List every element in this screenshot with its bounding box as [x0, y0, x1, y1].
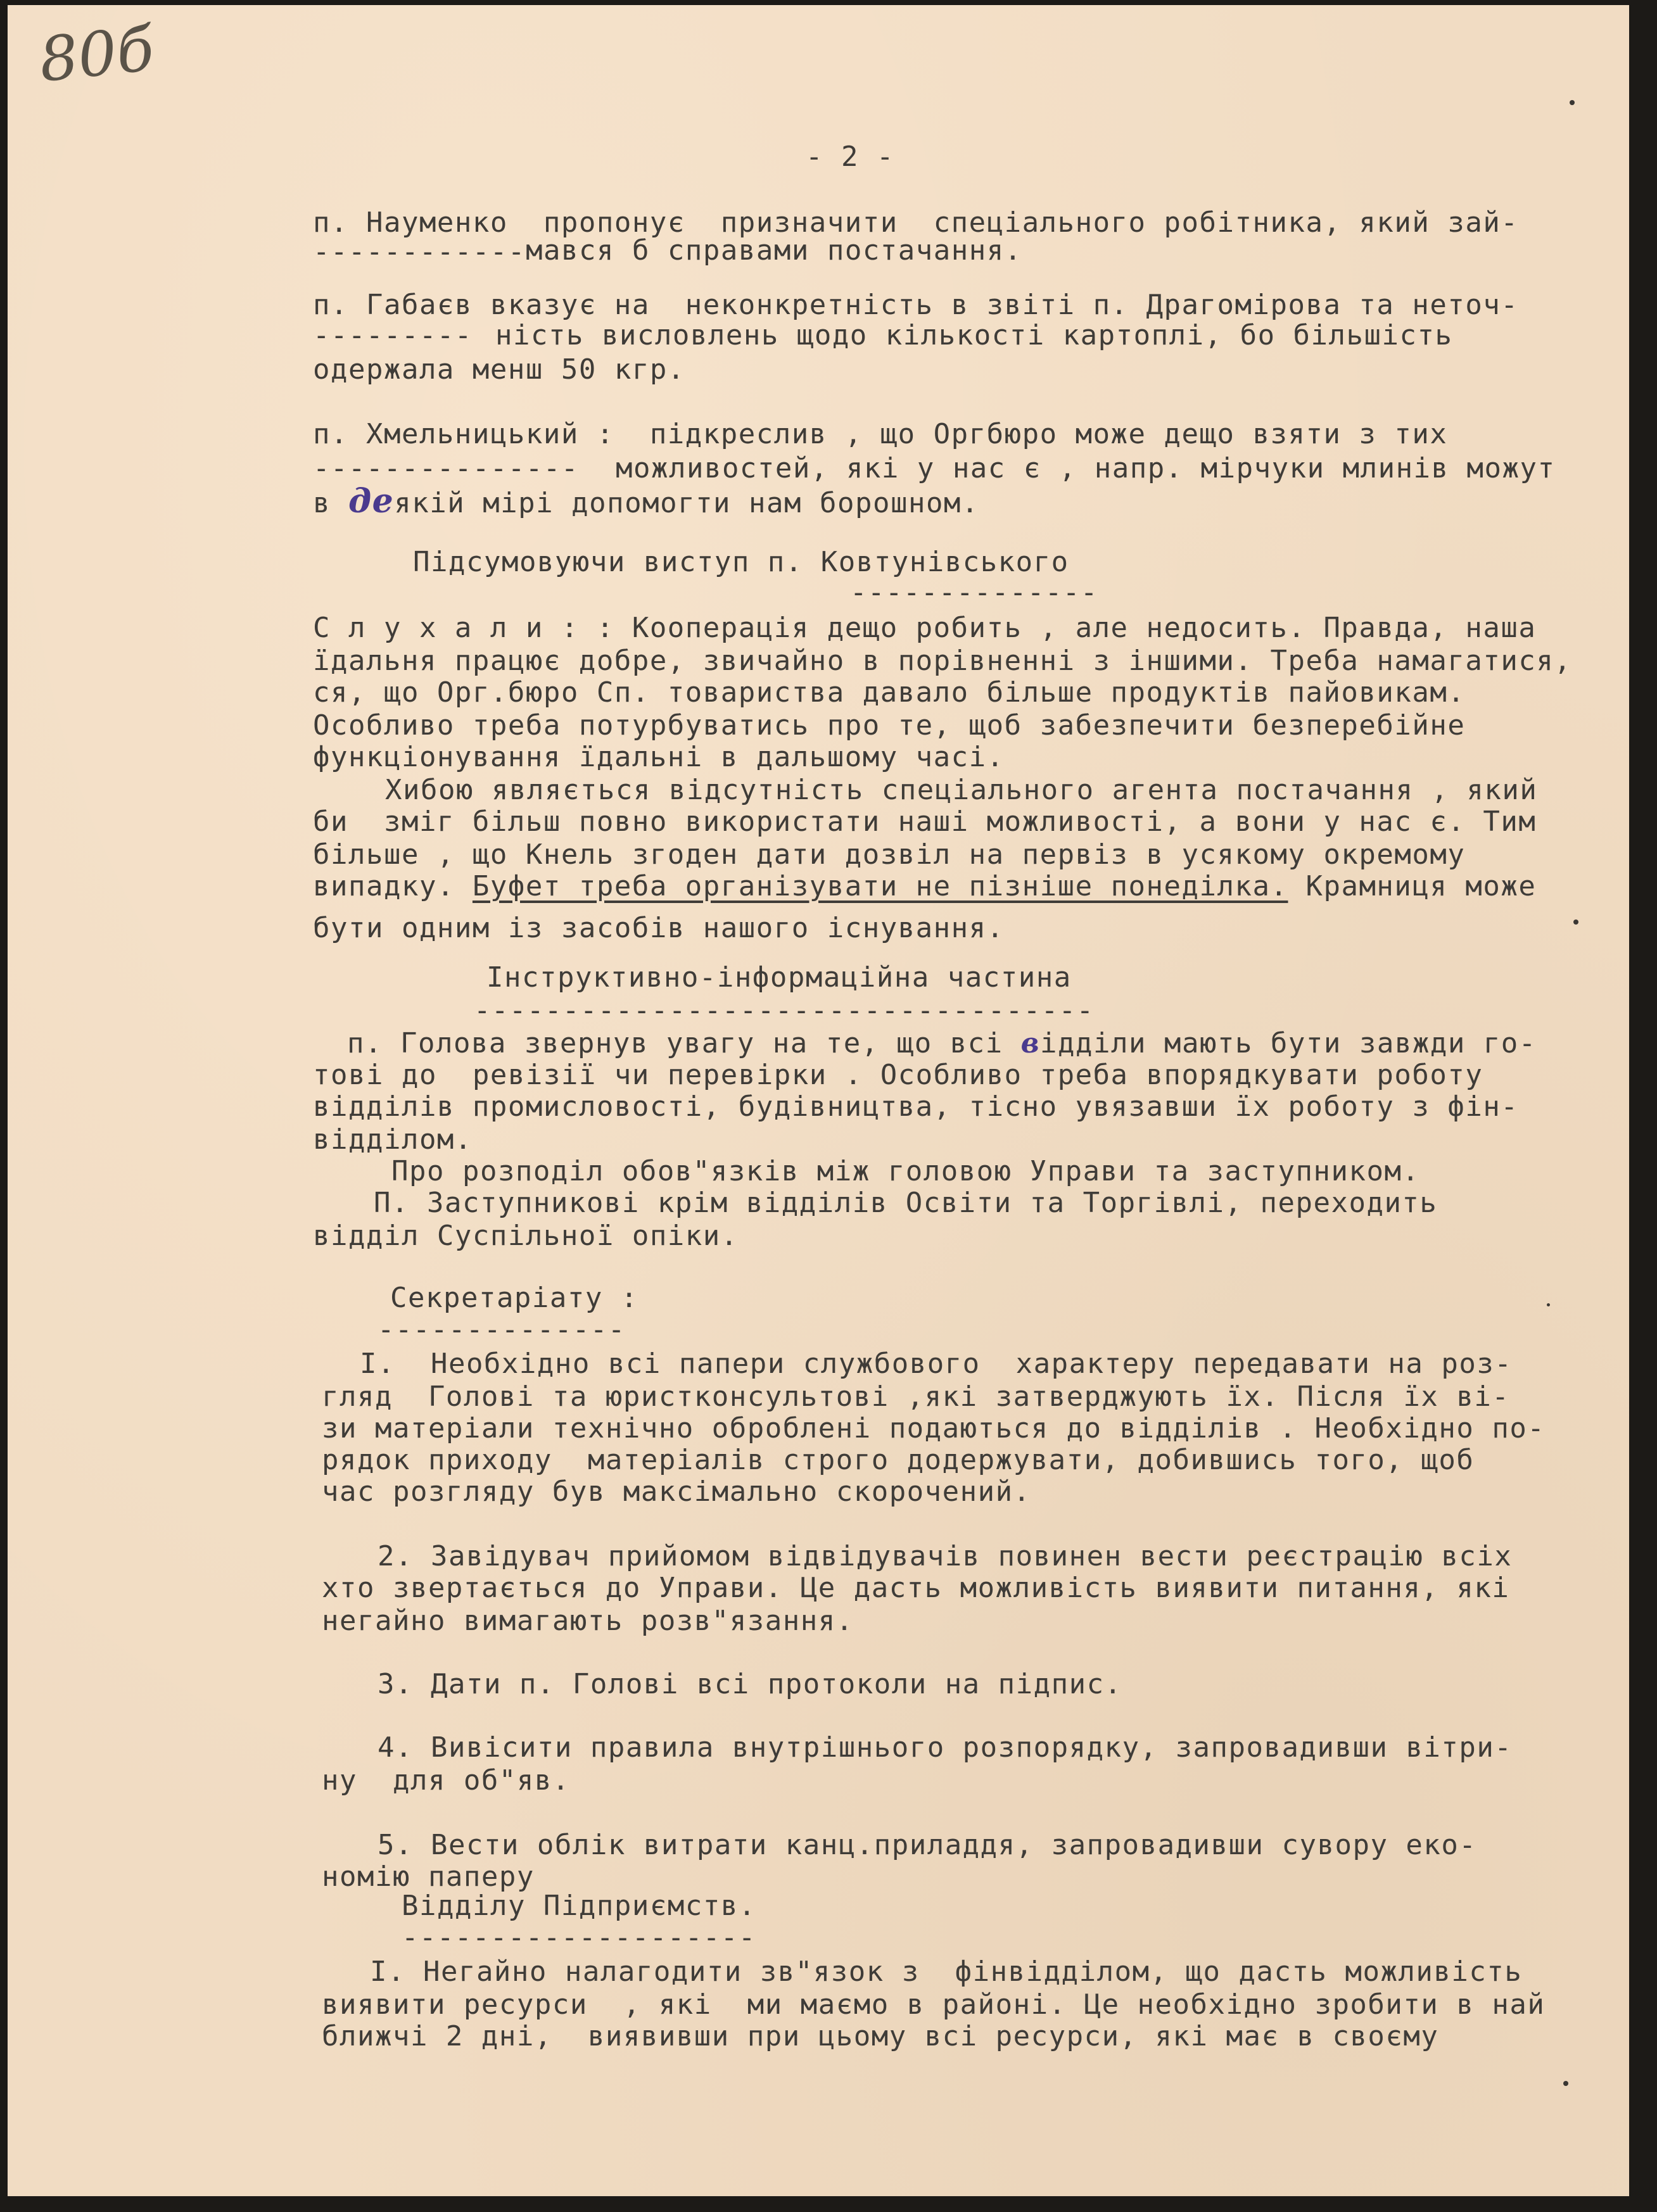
p1-dashes: ------------	[313, 236, 526, 268]
instr1-line1: п. Голова звернув увагу на те, що всі відділи мають бути завжди го-	[347, 1027, 1537, 1059]
heard2-line1: Хибою являється відсутність спеціального агента постачання , який	[385, 774, 1538, 806]
instr1-line3: відділів промисловості, будівництва, тісно увязавши їх роботу з фін-	[313, 1090, 1519, 1123]
heard-line5: функціонування їдальні в дальшому часі.	[313, 741, 1005, 773]
item1-line4: рядок приходу матеріалів строго додержувати, добившись того, щоб	[322, 1444, 1475, 1476]
p3-line1: п. Хмельницький : підкреслив , що Оргбюро може дещо взяти з тих	[313, 418, 1448, 450]
secretariat-heading-dashes: --------------	[378, 1313, 626, 1346]
p3-dashes: ---------------	[313, 452, 579, 484]
archive-number: 80б	[35, 13, 158, 96]
paper-speck	[1547, 1303, 1550, 1306]
instr3-line1: П. Заступникові крім відділів Освіти та Торгівлі, переходить	[374, 1187, 1438, 1219]
instructive-heading-dashes: -----------------------------------	[474, 994, 1095, 1027]
item1-line5: час розгляду був максімально скорочений.	[322, 1476, 1031, 1508]
underlined-text: Буфет треба організувати не пізніше понеділка.	[472, 870, 1288, 902]
p3-line3: в деякій мірі допомогти нам борошном.	[313, 482, 979, 521]
item5-line1: 5. Вести облік витрати канц.приладдя, запровадивши сувору еко-	[378, 1829, 1477, 1861]
item5-line2: номію паперу	[322, 1861, 535, 1893]
ink-correction: в	[1020, 1027, 1041, 1059]
item4-line2: ну для об"яв.	[322, 1764, 570, 1797]
p3-line2: можливостей, які у нас є , напр. мірчуки млинів можут	[616, 452, 1556, 484]
enterprises-heading-dashes: --------------------	[402, 1921, 756, 1954]
ent1-line1: І. Негайно налагодити зв"язок з фінвідділом, що дасть можливість	[370, 1956, 1523, 1988]
instr2-line1: Про розподіл обов"язків між головою Управи та заступником.	[391, 1155, 1420, 1187]
item1-line3: зи матеріали технічно оброблені подаються до відділів . Необхідно по-	[322, 1412, 1546, 1444]
ink-correction: де	[348, 482, 395, 521]
p2-line3: одержала менш 50 кгр.	[313, 353, 685, 386]
paper-speck	[1570, 100, 1575, 105]
item1-line2: гляд Голові та юристконсультові ,які затверджують їх. Після їх ві-	[322, 1381, 1510, 1413]
instr1-line4: відділом.	[313, 1123, 473, 1156]
heard2-line4: випадку. Буфет треба організувати не пізніше понеділка. Крамниця може	[313, 870, 1537, 902]
item2-line3: негайно вимагають розв"язання.	[322, 1605, 854, 1637]
paper-speck	[1573, 920, 1578, 925]
heard2-line5: бути одним із засобів нашого існування.	[313, 912, 1005, 944]
paper-speck	[1563, 2081, 1568, 2086]
heard-line4: Особливо треба потурбуватись про те, щоб забезпечити безперебійне	[313, 709, 1466, 742]
summary-heading-dashes: --------------	[850, 576, 1098, 609]
enterprises-heading: Відділу Підприємств.	[402, 1890, 756, 1922]
instr1-line2: тові до ревізії чи перевірки . Особливо треба впорядкувати роботу	[313, 1059, 1483, 1091]
document-page	[8, 5, 1629, 2196]
heard2-line2: би зміг більш повно використати наші можливості, а вони у нас є. Тим	[313, 806, 1537, 838]
item3-line1: 3. Дати п. Голові всі протоколи на підпис.	[378, 1668, 1122, 1700]
p1-line2: мався б справами постачання.	[526, 234, 1022, 267]
page-number: - 2 -	[806, 141, 894, 173]
item4-line1: 4. Вивісити правила внутрішнього розпорядку, запровадивши вітри-	[378, 1731, 1513, 1764]
summary-heading: Підсумовуючи виступ п. Ковтунівського	[413, 546, 1069, 578]
p1-line1: п. Науменко пропонує призначити спеціального робітника, який зай-	[313, 206, 1519, 239]
heard-line2: їдальня працює добре, звичайно в порівненні з іншими. Треба намагатися,	[313, 645, 1572, 677]
item2-line2: хто звертається до Управи. Це дасть можливість виявити питання, які	[322, 1572, 1510, 1604]
heard-line1: С л у х а л и : : Кооперація дещо робить , але недосить. Правда, наша	[313, 612, 1537, 644]
item2-line1: 2. Завідувач прийомом відвідувачів повинен вести реєстрацію всіх	[378, 1540, 1513, 1572]
secretariat-heading: Секретаріату :	[390, 1282, 638, 1314]
ent1-line3: ближчі 2 дні, виявивши при цьому всі ресурси, які має в своєму	[322, 2020, 1439, 2052]
heard-line3: ся, що Орг.бюро Сп. товариства давало більше продуктів пайовикам.	[313, 676, 1466, 709]
instructive-heading: Інструктивно-інформаційна частина	[486, 961, 1072, 994]
p2-dashes: ---------	[313, 319, 473, 351]
ent1-line2: виявити ресурси , які ми маємо в районі. Це необхідно зробити в най	[322, 1988, 1546, 2021]
p2-line2: ність висловлень щодо кількості картоплі, бо більшість	[495, 319, 1453, 351]
p2-line1: п. Габаєв вказує на неконкретність в звіті п. Драгомірова та неточ-	[313, 289, 1519, 321]
heard2-line3: більше , що Кнель згоден дати дозвіл на первіз в усякому окремому	[313, 838, 1466, 871]
instr3-line2: відділ Суспільної опіки.	[313, 1220, 739, 1252]
item1-line1: І. Необхідно всі папери службового характеру передавати на роз-	[360, 1348, 1513, 1380]
